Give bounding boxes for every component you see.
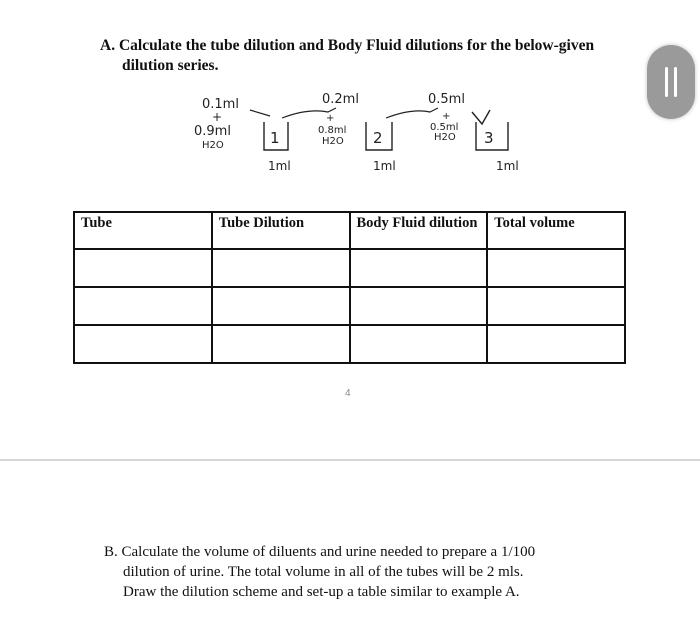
dilution-diagram	[190, 88, 560, 188]
table-row	[74, 325, 625, 363]
scroll-handle[interactable]	[647, 45, 695, 119]
tube1-arrow-in	[250, 110, 270, 116]
question-a	[100, 36, 630, 76]
table-cell	[212, 249, 350, 287]
tube2-plus: +	[326, 113, 335, 124]
table-cell	[487, 249, 625, 287]
table-cell	[74, 325, 212, 363]
question-a-line2: dilution series.	[122, 57, 219, 74]
tube3-arrow-in	[472, 110, 490, 124]
tube2-volume: 1ml	[373, 159, 396, 173]
table-header-row	[74, 212, 625, 249]
tube3-diluent-label: 0.5ml	[430, 122, 459, 133]
table-cell	[487, 325, 625, 363]
table-row	[74, 287, 625, 325]
tube2-transfer-label: 0.2ml	[322, 92, 359, 107]
question-b-line1: B. Calculate the volume of diluents and urine needed to prepare a 1/100	[104, 544, 536, 560]
tube3-h2o-label: H2O	[434, 132, 456, 143]
header-total-volume: Total volume	[487, 212, 625, 249]
tube1-number: 1	[270, 129, 280, 147]
tube1-diluent-label: 0.9ml	[194, 124, 231, 139]
header-tube-dilution: Tube Dilution	[212, 212, 350, 249]
transfer-arrow-2	[386, 108, 438, 118]
table-cell	[350, 249, 488, 287]
question-b	[104, 542, 624, 602]
table-cell	[350, 325, 488, 363]
tube2-h2o-label: H2O	[322, 136, 344, 147]
tube2-diluent-label: 0.8ml	[318, 125, 347, 136]
header-body-fluid-dilution: Body Fluid dilution	[350, 212, 488, 249]
table-cell	[212, 287, 350, 325]
table-cell	[212, 325, 350, 363]
tube3-plus: +	[442, 111, 451, 122]
tube1-volume: 1ml	[268, 159, 291, 173]
page-divider	[0, 459, 700, 461]
tube1-sample-label: 0.1ml	[202, 97, 239, 112]
question-b-line2: dilution of urine. The total volume in all of the tubes will be 2 mls.	[123, 564, 524, 580]
tube1-h2o-label: H2O	[202, 140, 224, 151]
table-cell	[74, 249, 212, 287]
grip-bar-icon	[665, 67, 668, 97]
table-cell	[487, 287, 625, 325]
grip-bar-icon	[674, 67, 677, 97]
question-b-line3: Draw the dilution scheme and set-up a table similar to example A.	[123, 584, 520, 600]
table-cell	[350, 287, 488, 325]
table-row	[74, 249, 625, 287]
tube2-number: 2	[373, 129, 383, 147]
tube3-number: 3	[484, 129, 494, 147]
tube3-transfer-label: 0.5ml	[428, 92, 465, 107]
page-number: 4	[345, 388, 351, 399]
table-cell	[74, 287, 212, 325]
question-a-line1: A. Calculate the tube dilution and Body Fluid dilutions for the below-given	[100, 37, 595, 54]
tube1-plus: +	[212, 110, 223, 124]
header-tube: Tube	[74, 212, 212, 249]
tube3-volume: 1ml	[496, 159, 519, 173]
dilution-table	[73, 211, 626, 364]
